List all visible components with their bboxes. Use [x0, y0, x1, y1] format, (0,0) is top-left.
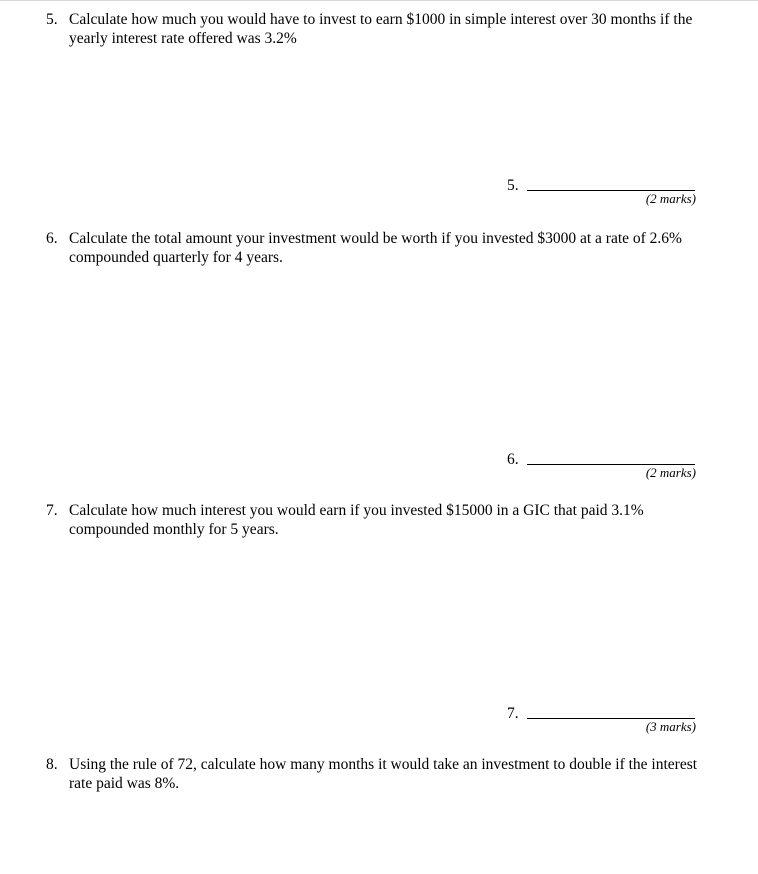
- question-5-number: 5.: [46, 11, 58, 28]
- question-5-line-1: [46, 11, 736, 30]
- question-6-line-2: [46, 249, 736, 268]
- answer-5-marks: (2 marks): [645, 191, 696, 206]
- question-8-line-1: [46, 756, 736, 775]
- question-5: [46, 11, 736, 48]
- question-5-text-line-2: yearly interest rate offered was 3.2%: [69, 29, 297, 47]
- answer-6-label: 6.: [507, 451, 519, 468]
- question-8: [46, 756, 736, 793]
- answer-7-marks: (3 marks): [645, 719, 696, 734]
- question-8-text-line-2: rate paid was 8%.: [69, 774, 180, 792]
- question-7-line-2: [46, 521, 736, 540]
- question-6: [46, 230, 736, 267]
- question-8-line-2: [46, 775, 736, 794]
- question-5-text-line-1: Calculate how much you would have to invest to earn $1000 in simple interest over 30 months if the: [69, 11, 693, 28]
- answer-6-marks: (2 marks): [645, 465, 696, 480]
- page-top-divider: [0, 0, 758, 1]
- question-6-text-line-2: compounded quarterly for 4 years.: [69, 248, 283, 266]
- question-7: [46, 502, 736, 539]
- answer-7-label: 7.: [507, 705, 519, 722]
- question-7-number: 7.: [46, 502, 58, 519]
- answer-blank-5: [507, 177, 697, 217]
- question-5-line-2: [46, 30, 736, 49]
- question-6-line-1: [46, 230, 736, 249]
- question-7-text-line-2: compounded monthly for 5 years.: [69, 520, 279, 538]
- question-7-text-line-1: Calculate how much interest you would earn if you invested $15000 in a GIC that paid 3.1%: [69, 502, 644, 519]
- question-6-number: 6.: [46, 230, 58, 247]
- question-6-text-line-1: Calculate the total amount your investment would be worth if you invested $3000 at a rate of 2.6%: [69, 230, 682, 247]
- question-8-number: 8.: [46, 756, 58, 773]
- answer-blank-6: [507, 451, 697, 491]
- question-7-line-1: [46, 502, 736, 521]
- answer-blank-7: [507, 705, 697, 745]
- question-8-text-line-1: Using the rule of 72, calculate how many months it would take an investment to double if the interest: [69, 756, 698, 773]
- answer-5-label: 5.: [507, 177, 519, 194]
